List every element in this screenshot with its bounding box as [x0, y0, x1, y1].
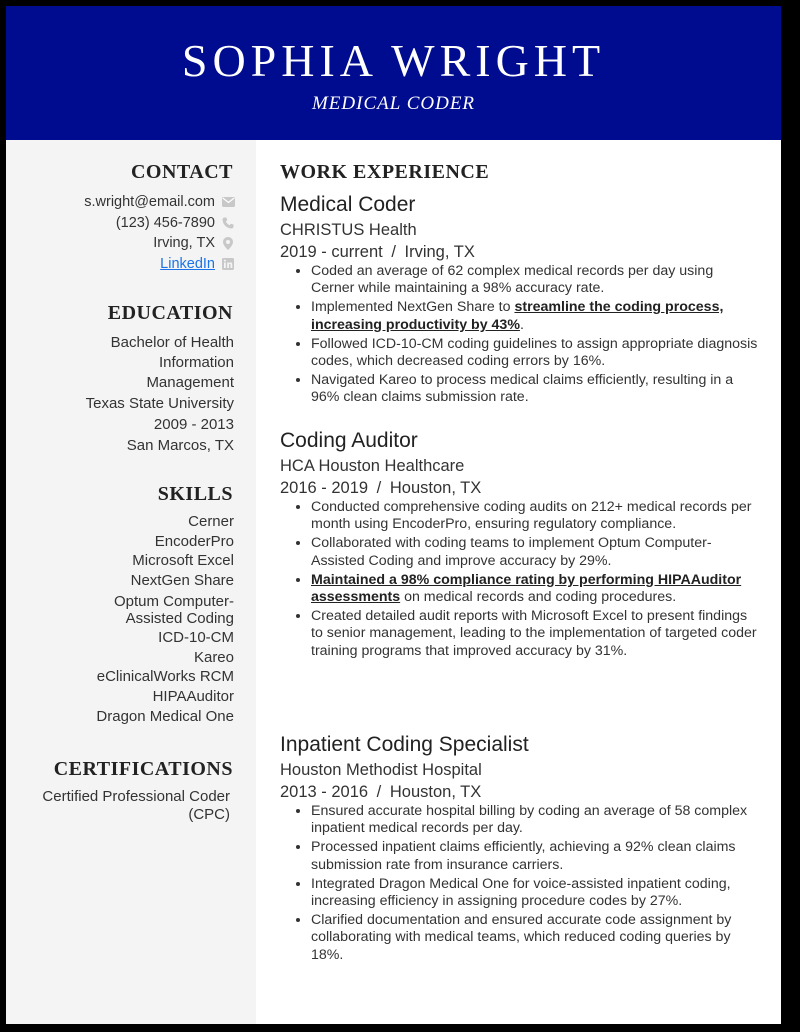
bullet-text: on medical records and coding procedures. — [400, 589, 677, 606]
bullet-item: • Created detailed audit reports with Microsoft Excel to present findings to senior management, leading to the implementation of targeted coder training programs that improved accuracy by 31%. — [311, 608, 760, 660]
job-meta — [280, 781, 760, 803]
job-bullets — [280, 263, 760, 407]
job-title: Inpatient Coding Specialist — [280, 733, 529, 756]
highlight-text: streamline the coding process, increasing productivity by 43% — [311, 299, 724, 333]
bullet-item: • Conducted comprehensive coding audits on 212+ medical records per month using EncoderPro, ensuring regulatory compliance. — [311, 499, 760, 534]
bullet-item: • Collaborated with coding teams to implement Optum Computer-Assisted Coding and improve accuracy by 29%. — [311, 535, 760, 570]
bullet-item — [311, 299, 760, 334]
skill-item: ICD-10-CM — [158, 628, 234, 646]
bullet-item: • Ensured accurate hospital billing by coding an average of 58 complex inpatient medical records per day. — [311, 803, 760, 838]
meta-separator: / — [391, 243, 396, 261]
skills-heading: SKILLS — [157, 483, 233, 505]
school-name: Texas State University — [85, 395, 234, 412]
bullet-item: • Navigated Kareo to process medical claims efficiently, resulting in a 96% clean claims submission rate. — [311, 372, 760, 407]
contact-phone[interactable] — [84, 213, 235, 234]
skills-list — [96, 512, 234, 726]
job-title: Coding Auditor — [280, 429, 418, 452]
contact-list — [84, 192, 235, 274]
resume-page — [6, 6, 781, 1024]
bullet-item: • Integrated Dragon Medical One for voice-assisted inpatient coding, increasing efficiency in assigning procedure codes by 27%. — [311, 876, 760, 911]
meta-separator: / — [376, 783, 382, 801]
education-block — [86, 333, 234, 456]
job-dates: 2016 - 2019 — [280, 479, 369, 497]
skill-item: Assisted Coding — [125, 609, 234, 627]
job-location: Houston, TX — [389, 783, 482, 801]
work-experience-heading: WORK EXPERIENCE — [280, 161, 490, 183]
skill-item: Optum Computer- — [113, 592, 234, 610]
job-location: Irving, TX — [404, 243, 475, 261]
job-company: HCA Houston Healthcare — [280, 457, 465, 475]
job-meta — [280, 477, 760, 499]
linkedin-icon — [221, 257, 235, 271]
skill-item: HIPAAuditor — [152, 687, 234, 705]
skill-item: eClinicalWorks RCM — [96, 668, 234, 686]
job-title: Medical Coder — [280, 193, 416, 216]
contact-email[interactable] — [84, 192, 235, 213]
skill-item: Kareo — [193, 648, 234, 666]
phone-icon — [221, 216, 235, 230]
resume-header — [6, 6, 781, 140]
phone-text[interactable]: (123) 456-7890 — [115, 214, 215, 231]
degree-line: Information — [158, 354, 234, 371]
education-years: 2009 - 2013 — [153, 416, 234, 433]
job-entry — [280, 732, 760, 966]
bullet-item: • Processed inpatient claims efficiently, achieving a 92% clean claims submission rate from insurance carriers. — [311, 839, 760, 874]
job-company: Houston Methodist Hospital — [280, 761, 482, 779]
highlight-text: Maintained a 98% compliance rating by performing HIPAAuditor assessments — [311, 571, 742, 606]
skill-item: Microsoft Excel — [132, 552, 234, 570]
bullet-text: . — [519, 316, 524, 333]
job-dates: 2013 - 2016 — [280, 783, 369, 801]
envelope-icon — [221, 195, 235, 209]
email-text[interactable]: s.wright@email.com — [84, 194, 215, 211]
skill-item: Dragon Medical One — [96, 707, 234, 725]
contact-location — [84, 233, 235, 254]
sidebar — [6, 140, 256, 1024]
certifications-heading: CERTIFICATIONS — [53, 758, 233, 780]
candidate-name: SOPHIA WRIGHT — [181, 35, 606, 86]
certification-line: Certified Professional Coder — [42, 788, 230, 805]
job-meta — [280, 241, 760, 263]
job-entry — [280, 428, 760, 662]
job-dates: 2019 - current — [280, 243, 383, 261]
contact-heading: CONTACT — [130, 161, 233, 183]
contact-linkedin[interactable] — [84, 254, 235, 275]
skill-item: EncoderPro — [154, 532, 234, 550]
bullet-text: Implemented NextGen Share to — [311, 299, 515, 316]
job-bullets — [280, 499, 760, 660]
skill-item: Cerner — [188, 513, 234, 530]
job-bullets — [280, 803, 760, 964]
degree-line: Management — [146, 374, 234, 391]
certifications-list — [42, 788, 230, 823]
linkedin-link[interactable]: LinkedIn — [160, 255, 215, 272]
job-entry — [280, 192, 760, 408]
job-location: Houston, TX — [389, 479, 482, 497]
bullet-item: • Followed ICD-10-CM coding guidelines to assign appropriate diagnosis codes, which decreased coding errors by 16%. — [311, 336, 760, 371]
certification-line: (CPC) — [188, 805, 230, 823]
education-heading: EDUCATION — [107, 302, 233, 324]
bullet-item — [311, 572, 760, 607]
meta-separator: / — [376, 479, 382, 497]
skill-item: NextGen Share — [130, 572, 234, 590]
location-text: Irving, TX — [153, 235, 215, 252]
education-location: San Marcos, TX — [126, 437, 234, 454]
degree-line: Bachelor of Health — [110, 334, 234, 351]
candidate-title: MEDICAL CODER — [311, 93, 476, 114]
job-company: CHRISTUS Health — [280, 221, 417, 239]
bullet-item: • Coded an average of 62 complex medical records per day using Cerner while maintaining a 98% accuracy rate. — [311, 263, 760, 298]
bullet-item: • Clarified documentation and ensured accurate code assignment by collaborating with medical teams, which reduced coding queries by 18%. — [311, 912, 760, 964]
location-pin-icon — [221, 236, 235, 250]
